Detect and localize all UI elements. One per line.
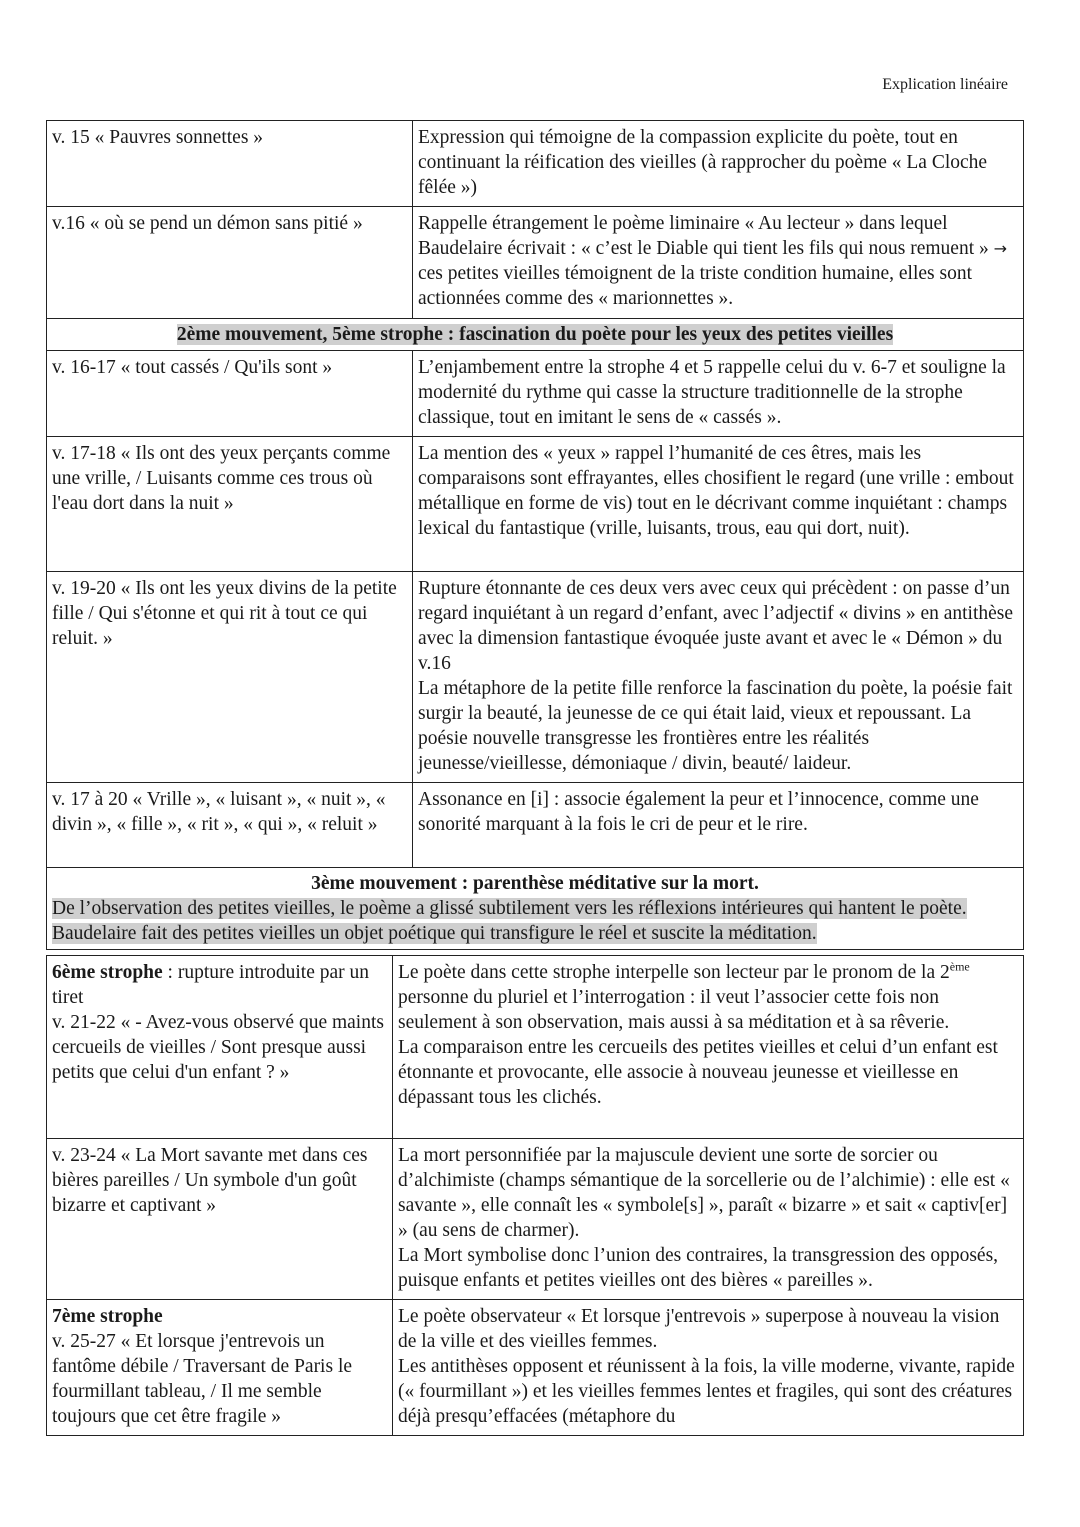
verse-cell: v. 17 à 20 « Vrille », « luisant », « nuit », « divin », « fille », « rit », « qui », « reluit »	[47, 783, 413, 868]
table-row	[47, 437, 1024, 572]
arrow-right-icon: →	[993, 239, 1008, 258]
table-row	[47, 1139, 1024, 1300]
table-row	[47, 783, 1024, 868]
commentary-text: Le poète dans cette strophe interpelle son lecteur par le pronom de la 2	[398, 962, 950, 983]
section-heading-row	[47, 319, 1024, 351]
analysis-table-continued	[46, 955, 1024, 1436]
commentary-cell	[393, 956, 1024, 1139]
table-row	[47, 121, 1024, 207]
commentary-text: Rappelle étrangement le poème liminaire « Au lecteur » dans lequel Baudelaire écrivait : « c’est le Diable qui tient les fils qui nous remuent »	[418, 213, 994, 259]
verse-cell: v. 23-24 « La Mort savante met dans ces bières pareilles / Un symbole d'un goût bizarre et captivant »	[47, 1139, 393, 1300]
page-header: Explication linéaire	[882, 76, 1008, 93]
verse-cell	[47, 1300, 393, 1436]
section-title: 2ème mouvement, 5ème strophe : fascination du poète pour les yeux des petites vieilles	[176, 324, 894, 345]
section-heading	[47, 868, 1024, 950]
analysis-table	[46, 120, 1024, 950]
section-title: 3ème mouvement : parenthèse méditative sur la mort.	[311, 873, 759, 894]
commentary-text: ces petites vieilles témoignent de la triste condition humaine, elles sont actionnées comme des « marionnettes ».	[418, 263, 972, 309]
verse-cell: v.16 « où se pend un démon sans pitié »	[47, 207, 413, 319]
verse-cell: v. 15 « Pauvres sonnettes »	[47, 121, 413, 207]
strophe-label: 6ème strophe	[52, 962, 163, 983]
commentary-paragraph: Les antithèses opposent et réunissent à la fois, la ville moderne, vivante, rapide (« fourmillant ») et les vieilles femmes lentes et fragiles, qui sont des créatures déjà presqu’effacées (métaphore du	[398, 1356, 1015, 1427]
commentary-cell: Expression qui témoigne de la compassion explicite du poète, tout en continuant la réification des vieilles (à rapprocher du poème « La Cloche fêlée »)	[413, 121, 1024, 207]
commentary-paragraph: La mort personnifiée par la majuscule devient une sorte de sorcier ou d’alchimiste (champs sémantique de la sorcellerie ou de l’alchimie) : elle est « savante », elle connaît les « symbole[s] », paraît « bizarre » et sait « captiv[er] » (au sens de charmer).	[398, 1145, 1010, 1241]
commentary-cell: Assonance en [i] : associe également la peur et l’innocence, comme une sonorité marquant à la fois le cri de peur et le rire.	[413, 783, 1024, 868]
commentary-cell	[413, 572, 1024, 783]
commentary-paragraph: Rupture étonnante de ces deux vers avec ceux qui précèdent : on passe d’un regard inquiétant à un regard d’enfant, avec l’adjectif « divins » en antithèse avec la dimension fantastique évoquée juste avant et avec le « Démon » du v.16	[418, 578, 1014, 674]
commentary-text: personne du pluriel et l’interrogation : il veut l’associer cette fois non seulement à son observation, mais aussi à sa méditation et à sa rêverie.	[398, 987, 950, 1033]
section-intro	[52, 896, 1018, 946]
commentary-paragraph: La métaphore de la petite fille renforce la fascination du poète, la poésie fait surgir la beauté, la jeunesse de ce qui était laid, vieux et repoussant. La poésie nouvelle transgresse les frontières entre les réalités jeunesse/vieillesse, démoniaque / divin, beauté/ laideur.	[418, 678, 1013, 774]
table-row	[47, 351, 1024, 437]
section-heading-row	[47, 868, 1024, 950]
commentary-cell	[393, 1139, 1024, 1300]
verse-text: v. 21-22 « - Avez-vous observé que maints cercueils de vieilles / Sont presque aussi petits que celui d'un enfant ? »	[52, 1012, 384, 1083]
section-intro-text: De l’observation des petites vieilles, le poème a glissé subtilement vers les réflexions intérieures qui hantent le poète. Baudelaire fait des petites vieilles un objet poétique qui transfigure le réel et suscite la méditation.	[52, 898, 967, 944]
commentary-cell	[393, 1300, 1024, 1436]
strophe-label: 7ème strophe	[52, 1306, 163, 1327]
commentary-cell: L’enjambement entre la strophe 4 et 5 rappelle celui du v. 6-7 et souligne la modernité du rythme qui casse la structure traditionnelle de la strophe classique, tout en imitant le sens de « cassés ».	[413, 351, 1024, 437]
table-row	[47, 207, 1024, 319]
table-row	[47, 572, 1024, 783]
section-heading	[47, 319, 1024, 351]
commentary-cell	[413, 207, 1024, 319]
verse-cell: v. 16-17 « tout cassés / Qu'ils sont »	[47, 351, 413, 437]
table-row	[47, 956, 1024, 1139]
verse-text: v. 25-27 « Et lorsque j'entrevois un fantôme débile / Traversant de Paris le fourmillant tableau, / Il me semble toujours que cet être fragile »	[52, 1331, 353, 1427]
verse-cell: v. 17-18 « Ils ont des yeux perçants comme une vrille, / Luisants comme ces trous où l'eau dort dans la nuit »	[47, 437, 413, 572]
strophe-note: : rupture introduite par un tiret	[52, 962, 369, 1008]
table-row	[47, 1300, 1024, 1436]
commentary-paragraph	[398, 960, 1018, 1035]
commentary-paragraph: La Mort symbolise donc l’union des contraires, la transgression des opposés, puisque enfants et petites vieilles ont des bières « pareilles ».	[398, 1245, 999, 1291]
commentary-paragraph: La comparaison entre les cercueils des petites vieilles et celui d’un enfant est étonnante et provocante, elle associe à nouveau jeunesse et vieillesse en dépassant tous les clichés.	[398, 1037, 998, 1108]
superscript: ème	[949, 959, 970, 974]
commentary-cell: La mention des « yeux » rappel l’humanité de ces êtres, mais les comparaisons sont effrayantes, elles chosifient le regard (une vrille : embout métallique en forme de vis) tout en le décrivant comme inquiétant : champs lexical du fantastique (vrille, luisants, trous, eau qui dort, nuit).	[413, 437, 1024, 572]
commentary-paragraph: Le poète observateur « Et lorsque j'entrevois » superpose à nouveau la vision de la ville et des vieilles femmes.	[398, 1306, 1000, 1352]
verse-cell: v. 19-20 « Ils ont les yeux divins de la petite fille / Qui s'étonne et qui rit à tout ce qui reluit. »	[47, 572, 413, 783]
verse-cell	[47, 956, 393, 1139]
